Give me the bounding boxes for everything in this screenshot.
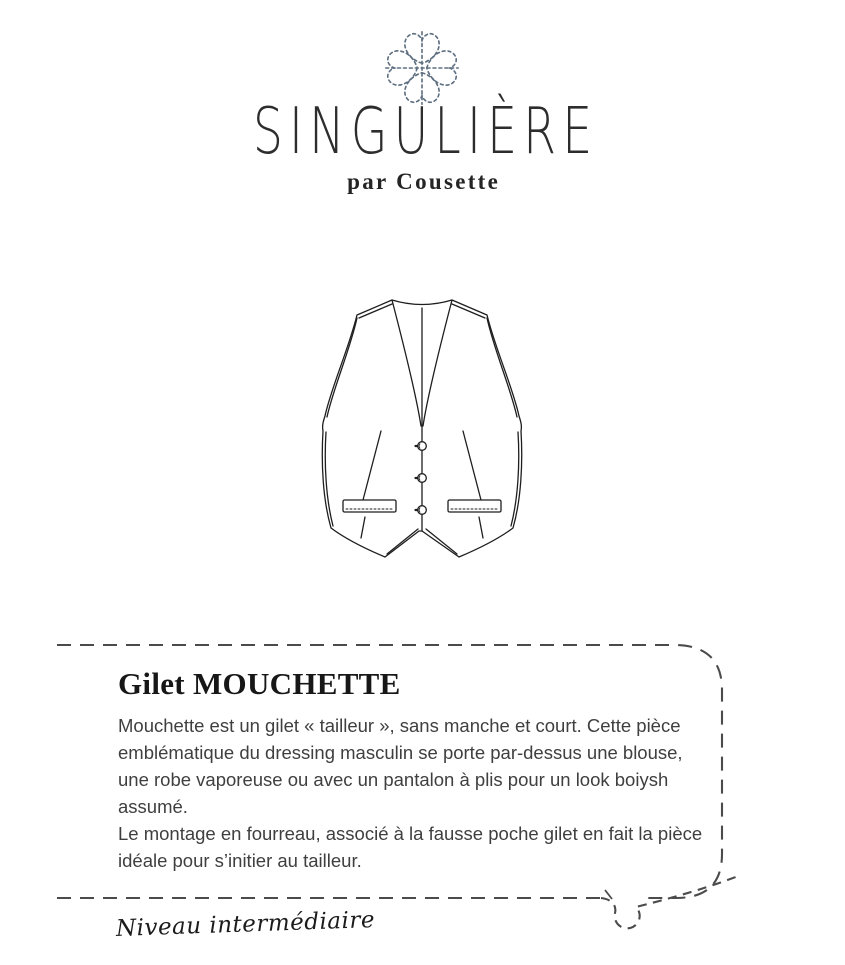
description-line: assumé.: [118, 796, 188, 817]
description-line: emblématique du dressing masculin se porte par-dessus une blouse,: [118, 742, 683, 763]
vest-technical-drawing: [316, 288, 528, 572]
description-line: une robe vaporeuse ou avec un pantalon à plis pour un look boiysh: [118, 769, 669, 790]
description-line: idéale pour s’initier au tailleur.: [118, 850, 362, 871]
skill-level-label: Niveau intermédiaire: [115, 906, 376, 942]
brand-name: SINGULIÈRE: [252, 95, 599, 169]
product-description: [118, 712, 718, 874]
description-line: Le montage en fourreau, associé à la fausse poche gilet en fait la pièce: [118, 823, 703, 844]
product-title: Gilet MOUCHETTE: [118, 666, 401, 701]
description-line: Mouchette est un gilet « tailleur », sans manche et court. Cette pièce: [118, 715, 681, 736]
brand-byline: par Cousette: [347, 169, 501, 194]
